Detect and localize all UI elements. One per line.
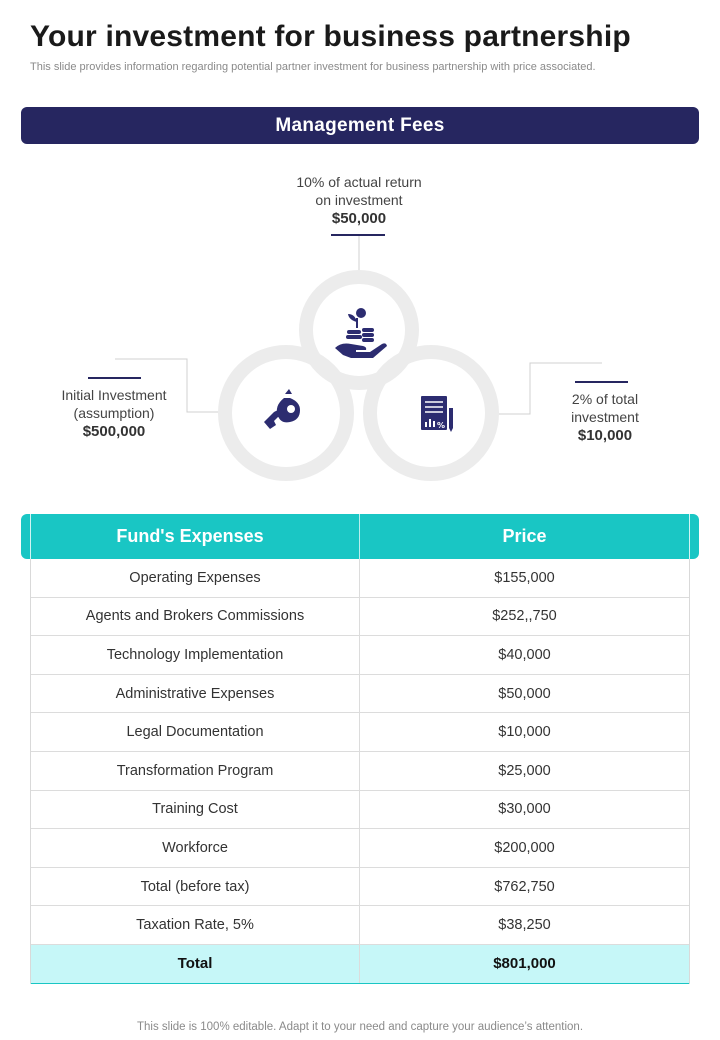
expense-price: $155,000 bbox=[494, 569, 555, 586]
expense-price: $30,000 bbox=[498, 801, 551, 818]
header-price: Price bbox=[502, 526, 547, 546]
table-row bbox=[31, 791, 689, 830]
fees-diagram bbox=[0, 150, 720, 490]
expense-price: $40,000 bbox=[498, 646, 551, 663]
right-fee-label bbox=[540, 390, 670, 445]
right-fee-line2: investment bbox=[571, 409, 639, 425]
table-row bbox=[31, 906, 689, 945]
expense-name: Legal Documentation bbox=[31, 713, 360, 751]
top-fee-line2: on investment bbox=[315, 192, 403, 208]
table-row bbox=[31, 713, 689, 752]
page-title: Your investment for business partnership bbox=[30, 20, 631, 53]
expense-price: $200,000 bbox=[494, 839, 555, 856]
expense-name: Training Cost bbox=[31, 791, 360, 829]
header-funds-expenses: Fund's Expenses bbox=[21, 514, 360, 559]
svg-text:%: % bbox=[437, 421, 446, 430]
table-row bbox=[31, 636, 689, 675]
expense-price: $25,000 bbox=[498, 762, 551, 779]
expense-name: Operating Expenses bbox=[31, 559, 360, 597]
table-row bbox=[31, 598, 689, 637]
expense-price: $762,750 bbox=[494, 878, 555, 895]
expense-name: Workforce bbox=[31, 829, 360, 867]
left-fee-line2: (assumption) bbox=[73, 405, 155, 421]
right-fee-amount: $10,000 bbox=[577, 427, 633, 444]
table-header bbox=[21, 514, 699, 559]
plant-coins-hand-icon bbox=[335, 308, 387, 358]
left-fee-label bbox=[34, 386, 194, 441]
table-total-row bbox=[31, 945, 689, 984]
left-fee-line1: Initial Investment bbox=[61, 387, 167, 403]
right-fee-line1: 2% of total bbox=[571, 391, 639, 407]
table-row bbox=[31, 829, 689, 868]
expense-price: $252,,750 bbox=[492, 608, 557, 625]
top-fee-label bbox=[269, 173, 449, 228]
management-fees-heading: Management Fees bbox=[275, 114, 445, 136]
footer-note: This slide is 100% editable. Adapt it to your need and capture your audience’s attention. bbox=[136, 1021, 584, 1033]
money-bag-hand-icon bbox=[264, 389, 300, 429]
expenses-table bbox=[21, 514, 699, 984]
expense-name: Agents and Brokers Commissions bbox=[31, 598, 360, 636]
expense-name: Total (before tax) bbox=[31, 868, 360, 906]
table-row bbox=[31, 559, 689, 598]
expense-name: Transformation Program bbox=[31, 752, 360, 790]
top-fee-amount: $50,000 bbox=[331, 210, 387, 227]
top-fee-line1: 10% of actual return bbox=[296, 174, 422, 190]
table-row bbox=[31, 675, 689, 714]
page-subtitle: This slide provides information regarding potential partner investment for business partnership with price associated. bbox=[30, 61, 596, 73]
expense-name: Taxation Rate, 5% bbox=[31, 906, 360, 944]
table-row bbox=[31, 752, 689, 791]
total-label: Total bbox=[31, 945, 360, 983]
expense-name: Technology Implementation bbox=[31, 636, 360, 674]
expense-price: $10,000 bbox=[498, 724, 551, 741]
management-fees-banner bbox=[21, 107, 699, 144]
total-price: $801,000 bbox=[493, 955, 556, 973]
left-fee-amount: $500,000 bbox=[82, 423, 146, 440]
financial-report-icon bbox=[421, 396, 453, 432]
expense-name: Administrative Expenses bbox=[31, 675, 360, 713]
expense-price: $50,000 bbox=[498, 685, 551, 702]
table-body bbox=[30, 559, 690, 984]
table-row bbox=[31, 868, 689, 907]
expense-price: $38,250 bbox=[498, 917, 551, 934]
